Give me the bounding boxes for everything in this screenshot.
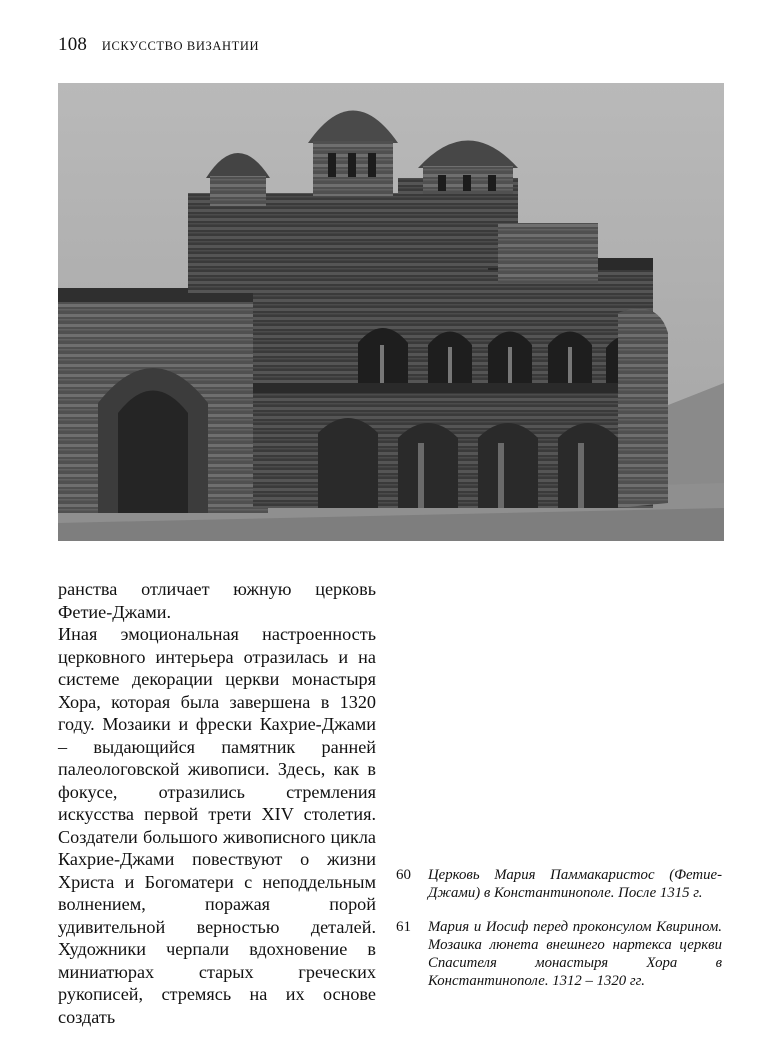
running-head bbox=[58, 34, 259, 56]
paragraph: ранства отличает южную церковь Фетие-Джами. bbox=[58, 579, 376, 622]
caption-number: 60 bbox=[396, 867, 411, 883]
caption-61 bbox=[396, 918, 722, 990]
caption-60 bbox=[396, 866, 722, 902]
church-photograph bbox=[58, 83, 724, 541]
body-text bbox=[58, 578, 376, 1028]
figure-captions bbox=[396, 866, 722, 1006]
apse bbox=[618, 309, 668, 509]
caption-number: 61 bbox=[396, 919, 411, 935]
paragraph: Иная эмоциональная настроенность церковного интерьера отразилась и на системе декорации церкви монастыря Хора, которая была завершена в 1320 году. Мозаики и фрески Кахрие-Джами – выдающийся памятник ранней палеологовской живописи. Здесь, как в фокусе, отразились стремления искусства первой трети XIV столетия. Создатели большого живописного цикла Кахрие-Джами повествуют о жизни Христа и Богоматери с неподдельным волнением, поражая порой удивительной верностью деталей. Художники черпали вдохновение в миниатюрах старых греческих рукописей, стремясь на их основе создать bbox=[58, 624, 376, 1027]
caption-text: Церковь Мария Паммакаристос (Фетие-Джами) в Константинополе. После 1315 г. bbox=[428, 867, 722, 901]
section-title: ИСКУССТВО ВИЗАНТИИ bbox=[101, 39, 260, 53]
page-number: 108 bbox=[58, 34, 88, 55]
caption-text: Мария и Иосиф перед проконсулом Квирином. Мозаика люнета внешнего нартекса церкви Спасителя монастыря Хора в Константинополе. 1312 – 1320 гг. bbox=[428, 919, 722, 989]
church-illustration bbox=[58, 83, 724, 541]
